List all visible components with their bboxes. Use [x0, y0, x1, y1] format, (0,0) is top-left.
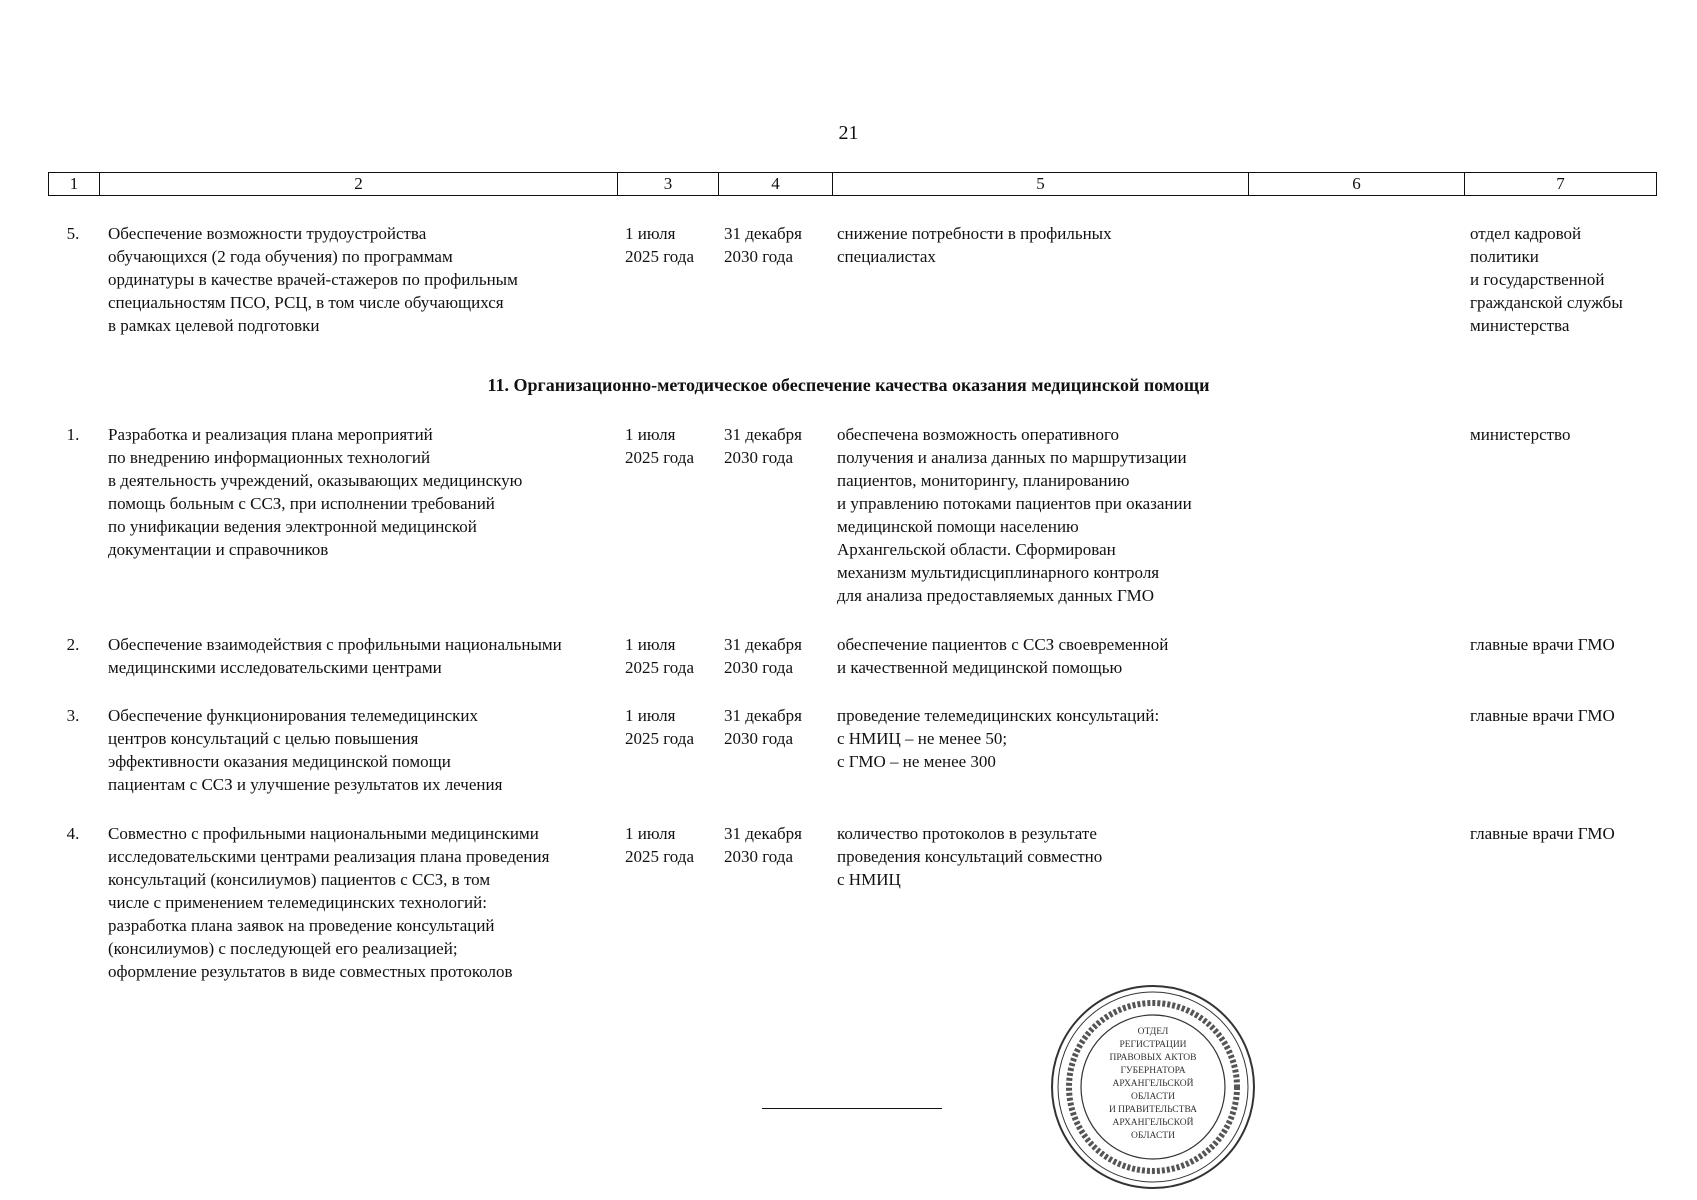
seal-line: ГУБЕРНАТОРА: [1120, 1066, 1186, 1076]
row-activity: Обеспечение функционирования телемедицинских центров консультаций с целью повышения эффективности оказания медицинской помощи пациентам с ССЗ и улучшение результатов их лечения: [108, 706, 503, 794]
signature-line: [762, 1108, 942, 1109]
row-activity: Совместно с профильными национальными медицинскими исследовательскими центрами реализация плана проведения консультаций (консилиумов) пациентов с ССЗ, в том числе с применением телемедицинских технологий: разработка плана заявок на проведение консультаций (консилиумов) с последующей его реализацией; оформление результатов в виде совместных протоколов: [108, 824, 550, 981]
row-responsible: главные врачи ГМО: [1470, 635, 1615, 654]
official-seal-stamp: [1048, 982, 1258, 1192]
row-end-date: 31 декабря 2030 года: [724, 635, 802, 677]
column-header-2: 2: [100, 173, 618, 196]
row-start-date: 1 июля 2025 года: [625, 635, 695, 677]
seal-line: АРХАНГЕЛЬСКОЙ: [1112, 1118, 1194, 1128]
row-number: 4.: [66, 824, 80, 843]
column-header-4: 4: [719, 173, 833, 196]
row-start-date: 1 июля 2025 года: [625, 706, 695, 748]
seal-line: АРХАНГЕЛЬСКОЙ: [1112, 1079, 1194, 1089]
row-responsible: главные врачи ГМО: [1470, 706, 1615, 725]
row-result: снижение потребности в профильных специалистах: [837, 224, 1112, 266]
row-start-date: 1 июля 2025 года: [625, 224, 695, 266]
seal-line: ОТДЕЛ: [1137, 1027, 1169, 1037]
row-end-date: 31 декабря 2030 года: [724, 706, 802, 748]
seal-line: РЕГИСТРАЦИИ: [1119, 1040, 1187, 1050]
seal-line: И ПРАВИТЕЛЬСТВА: [1108, 1105, 1198, 1115]
row-result: обеспечение пациентов с ССЗ своевременной и качественной медицинской помощью: [837, 635, 1169, 677]
row-start-date: 1 июля 2025 года: [625, 824, 695, 866]
row-activity: Обеспечение возможности трудоустройства обучающихся (2 года обучения) по программам ординатуры в качестве врачей-стажеров по профильным специальностям ПСО, РСЦ, в том числе обучающихся в рамках целевой подготовки: [108, 224, 518, 335]
column-header-table: [48, 172, 1657, 196]
row-activity: Разработка и реализация плана мероприятий по внедрению информационных технологий в деятельность учреждений, оказывающих медицинскую помощь больным с ССЗ, при исполнении требований по унификации ведения электронной медицинской документации и справочников: [108, 425, 523, 559]
row-result: проведение телемедицинских консультаций: с НМИЦ – не менее 50; с ГМО – не менее 300: [837, 706, 1160, 771]
seal-line: ОБЛАСТИ: [1131, 1131, 1175, 1141]
column-header-3: 3: [618, 173, 719, 196]
row-number: 3.: [66, 706, 80, 725]
row-responsible: главные врачи ГМО: [1470, 824, 1615, 843]
column-header-5: 5: [833, 173, 1249, 196]
column-header-7: 7: [1465, 173, 1657, 196]
row-responsible: отдел кадровой политики и государственной гражданской службы министерства: [1470, 224, 1623, 335]
row-end-date: 31 декабря 2030 года: [724, 425, 802, 467]
column-header-6: 6: [1249, 173, 1465, 196]
row-number: 2.: [66, 635, 80, 654]
row-result: количество протоколов в результате проведения консультаций совместно с НМИЦ: [837, 824, 1103, 889]
row-responsible: министерство: [1470, 425, 1571, 444]
row-end-date: 31 декабря 2030 года: [724, 224, 802, 266]
row-number: 1.: [66, 425, 80, 444]
row-activity: Обеспечение взаимодействия с профильными национальными медицинскими исследовательскими центрами: [108, 635, 562, 677]
row-end-date: 31 декабря 2030 года: [724, 824, 802, 866]
page-number: 21: [838, 122, 859, 144]
section-title: 11. Организационно-методическое обеспечение качества оказания медицинской помощи: [487, 375, 1210, 395]
row-result: обеспечена возможность оперативного получения и анализа данных по маршрутизации пациентов, мониторингу, планированию и управлению потоками пациентов при оказании медицинской помощи населению Архангельской области. Сформирован механизм мультидисциплинарного контроля для анализа предоставляемых данных ГМО: [837, 425, 1192, 605]
row-start-date: 1 июля 2025 года: [625, 425, 695, 467]
seal-line: ПРАВОВЫХ АКТОВ: [1109, 1053, 1197, 1063]
seal-line: ОБЛАСТИ: [1131, 1092, 1175, 1102]
row-number: 5.: [66, 224, 80, 243]
column-header-1: 1: [49, 173, 100, 196]
